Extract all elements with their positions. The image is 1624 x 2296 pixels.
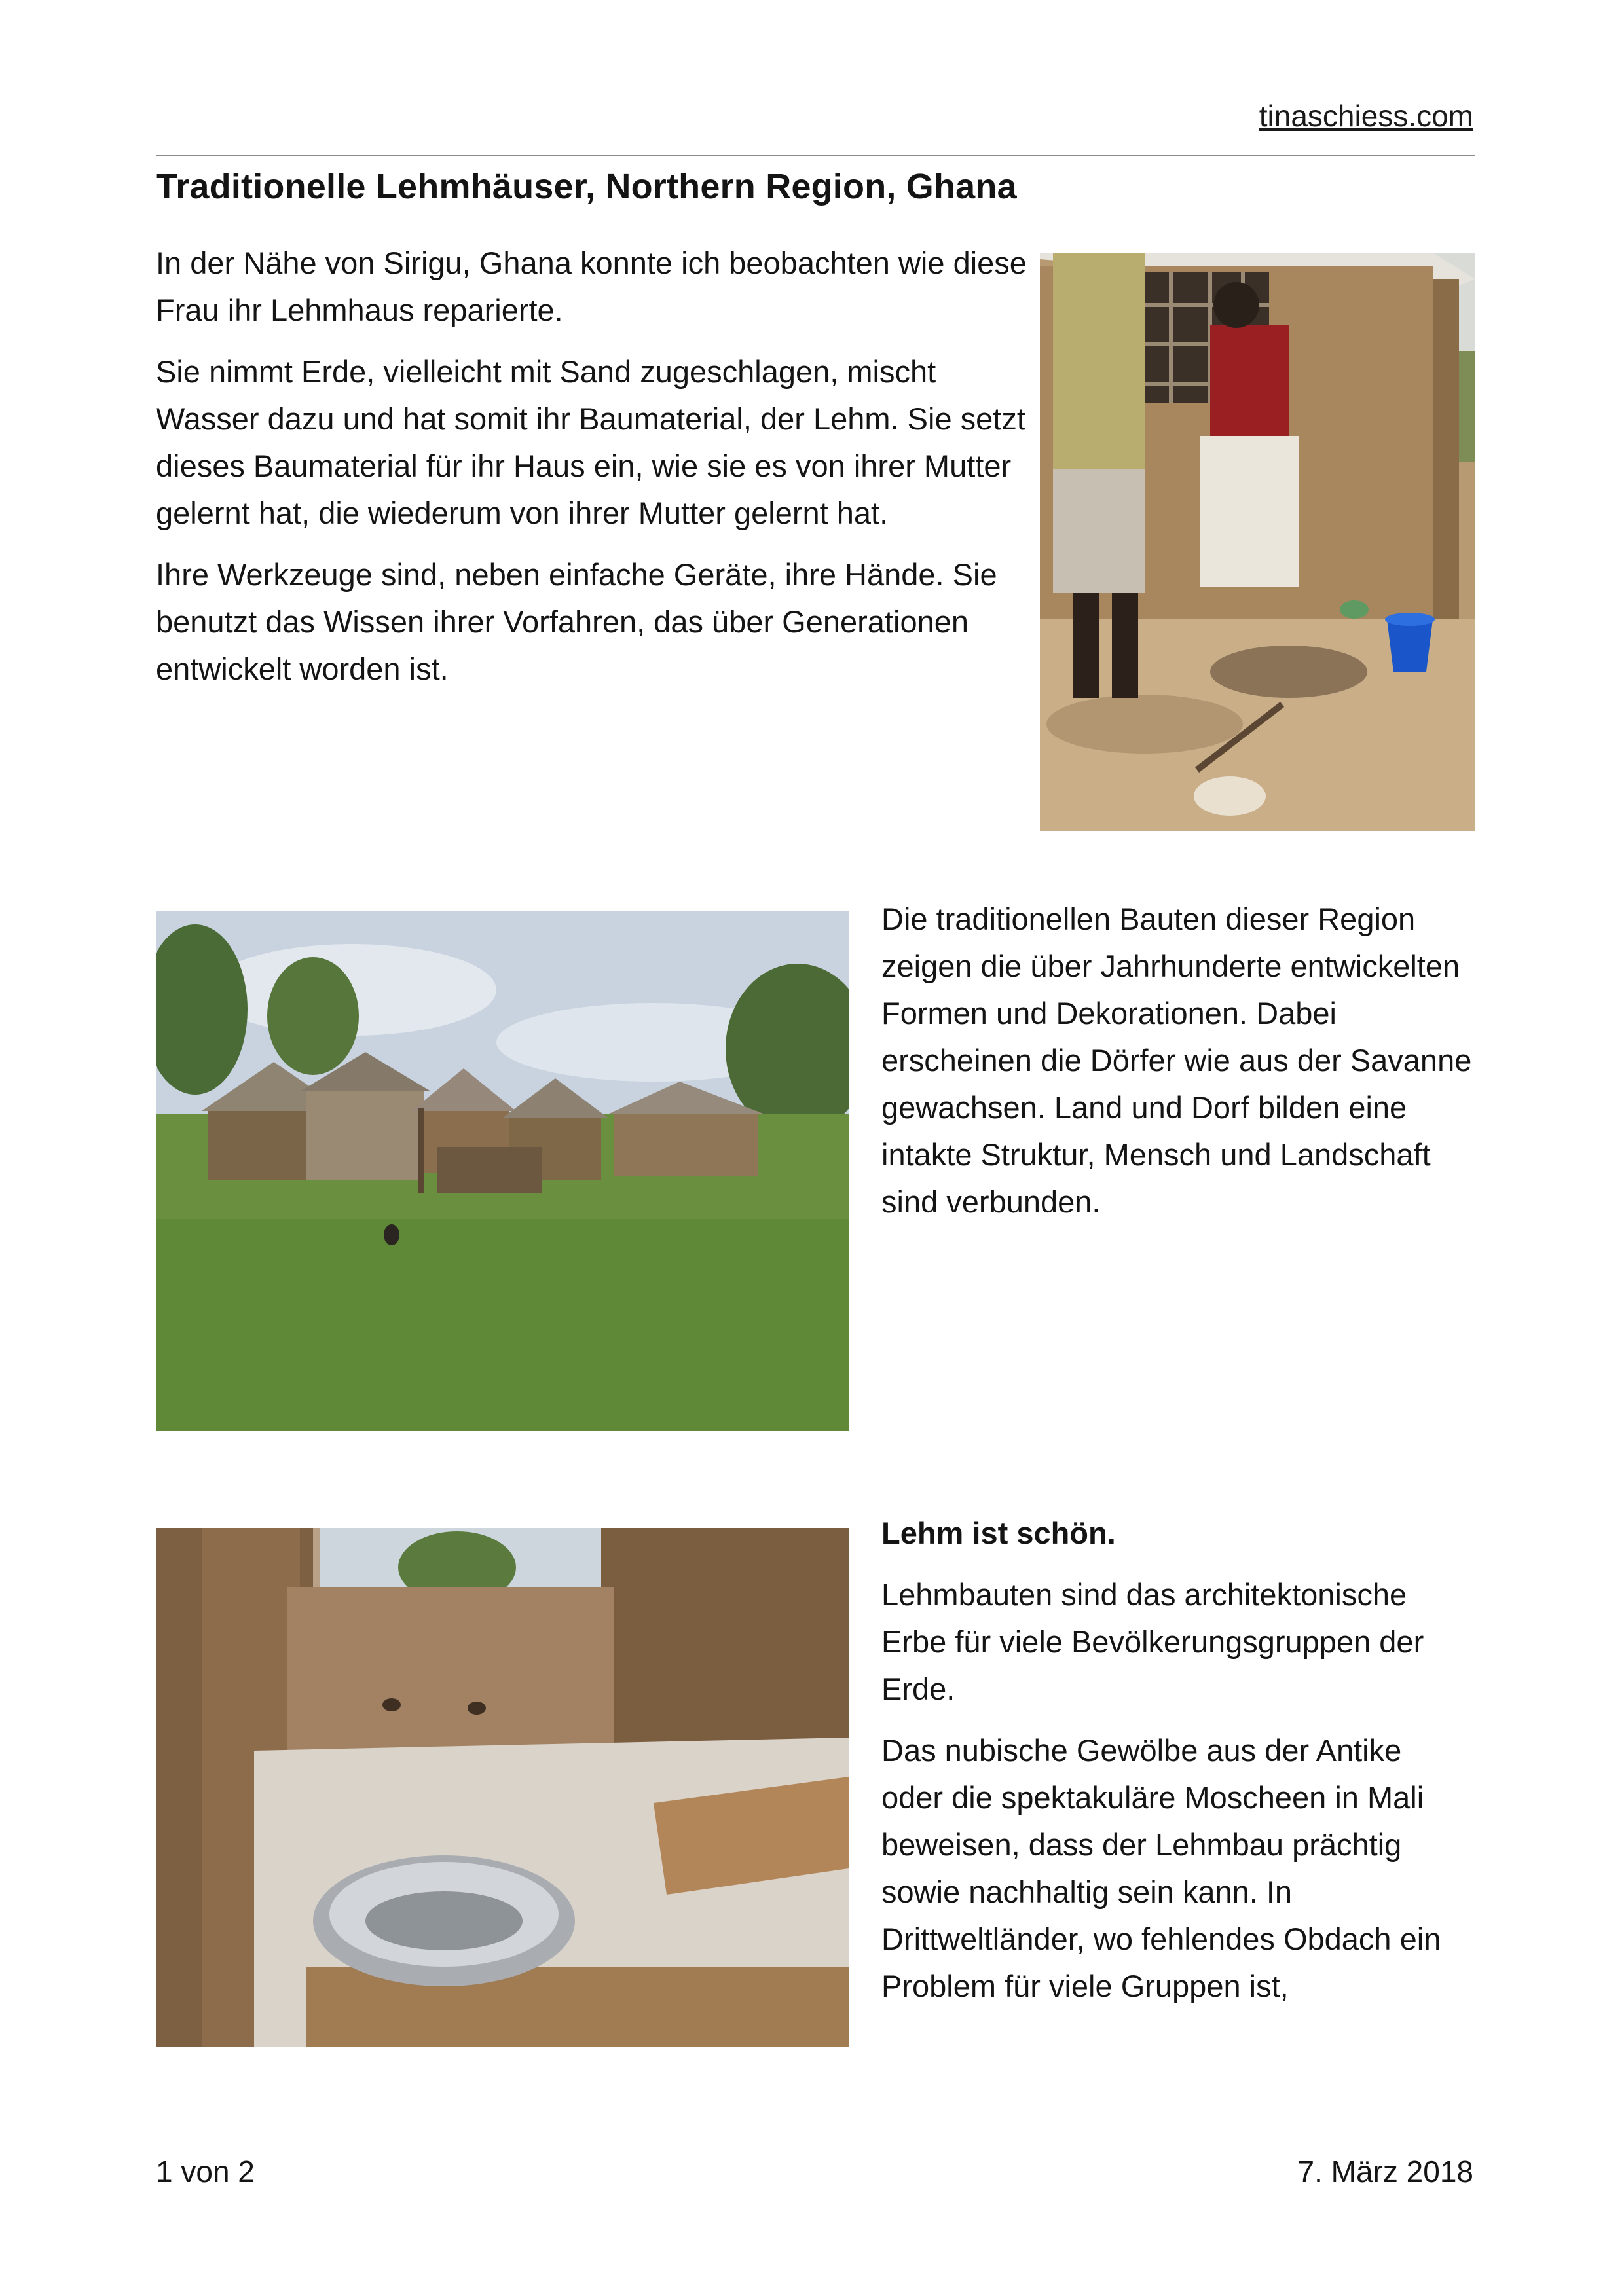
paragraph: Lehmbauten sind das architektonische Erbe für viele Bevölkerungsgruppen der Erde. — [881, 1577, 1424, 1706]
photo-house-repair — [1040, 253, 1475, 831]
header-divider — [156, 155, 1475, 156]
paragraph: Die traditionellen Bauten dieser Region zeigen die über Jahrhunderte entwickelten Formen und Dekorationen. Dabei erscheinen die Dörfer wie aus der Savanne gewachsen. Land und Dorf bilden eine intakte Struktur, Mensch und Landschaft sind verbunden. — [881, 902, 1472, 1219]
paragraph: Das nubische Gewölbe aus der Antike oder die spektakuläre Moscheen in Mali beweisen, dass der Lehmbau prächtig sowie nachhaltig sein kann. In Drittweltländer, wo fehlendes Obdach ein Problem für viele Gruppen ist, — [881, 1733, 1441, 2003]
section-3-text — [881, 1510, 1471, 2010]
page-date: 7. März 2018 — [1297, 2155, 1473, 2189]
section-1-text — [156, 240, 1027, 693]
paragraph: Ihre Werkzeuge sind, neben einfache Geräte, ihre Hände. Sie benutzt das Wissen ihrer Vorfahren, das über Generationen entwickelt worden ist. — [156, 557, 997, 686]
page-title: Traditionelle Lehmhäuser, Northern Region, Ghana — [156, 167, 1017, 206]
photo-village — [156, 911, 849, 1431]
paragraph: Sie nimmt Erde, vielleicht mit Sand zugeschlagen, mischt Wasser dazu und hat somit ihr Baumaterial, der Lehm. Sie setzt dieses Baumaterial für ihr Haus ein, wie sie es von ihrer Mutter gelernt hat, die wiederum von ihrer Mutter gelernt hat. — [156, 354, 1025, 530]
site-link[interactable]: tinaschiess.com — [1259, 99, 1473, 133]
section-heading: Lehm ist schön. — [881, 1516, 1116, 1550]
photo-courtyard-bowl — [156, 1528, 849, 2047]
paragraph: In der Nähe von Sirigu, Ghana konnte ich beobachten wie diese Frau ihr Lehmhaus reparierte. — [156, 246, 1027, 327]
section-2-text — [881, 896, 1490, 1226]
page-number: 1 von 2 — [156, 2155, 255, 2189]
